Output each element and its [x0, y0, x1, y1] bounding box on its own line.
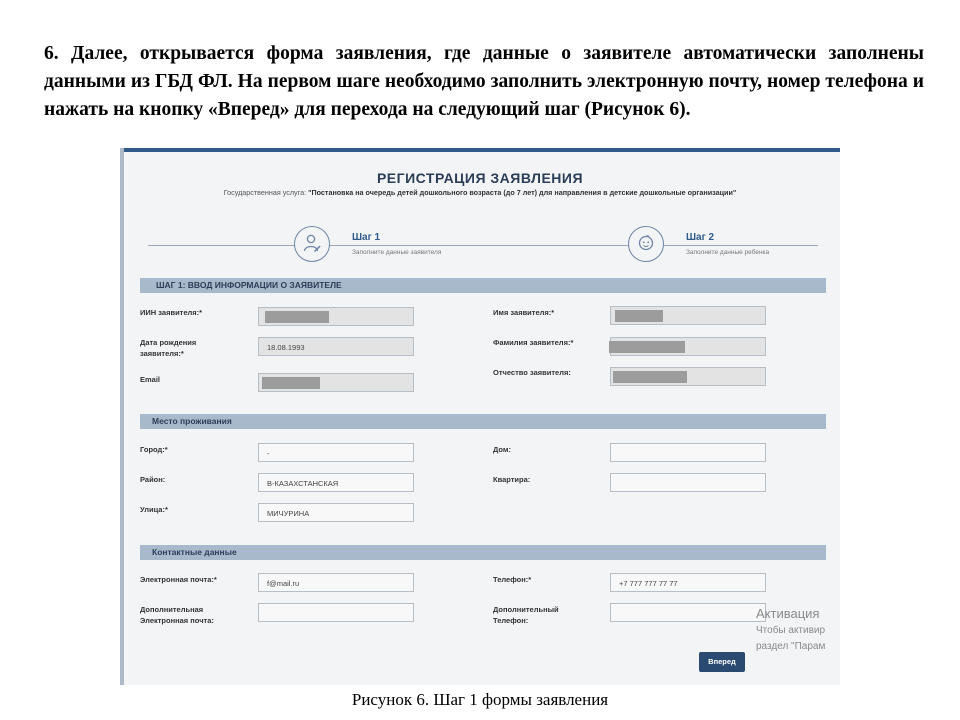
email-contact-value: f@mail.ru	[267, 579, 300, 588]
step-1-circle[interactable]	[294, 226, 330, 262]
step-1-title: Шаг 1	[352, 232, 381, 243]
section-applicant-header	[140, 278, 826, 293]
activation-watermark-line: раздел "Парам	[756, 641, 826, 652]
step-2-circle[interactable]	[628, 226, 664, 262]
figure-caption: Рисунок 6. Шаг 1 формы заявления	[351, 690, 609, 709]
iin-field	[258, 307, 414, 326]
email-field	[258, 373, 414, 392]
district-value: В-КАЗАХСТАНСКАЯ	[267, 479, 339, 488]
city-value: -	[267, 449, 270, 458]
instruction-paragraph	[44, 40, 924, 124]
step-2-subtitle: Заполните данные ребенка	[686, 249, 770, 256]
iin-label: ИИН заявителя:*	[140, 308, 203, 317]
house-label: Дом:	[493, 445, 511, 454]
apartment-field[interactable]	[610, 473, 766, 492]
apartment-label: Квартира:	[493, 475, 531, 484]
first-name-label: Имя заявителя:*	[493, 308, 555, 317]
child-icon	[637, 234, 655, 254]
city-field[interactable]	[258, 443, 414, 462]
service-description	[120, 188, 840, 197]
house-field[interactable]	[610, 443, 766, 462]
activation-watermark-title: Активация	[756, 606, 820, 621]
district-field[interactable]	[258, 473, 414, 492]
section-contacts-title: Контактные данные	[152, 547, 237, 557]
user-edit-icon	[303, 234, 321, 254]
phone-value: +7 777 777 77 77	[619, 579, 678, 588]
birth-date-label: Дата рождения заявителя:*	[140, 338, 197, 358]
form-screenshot	[120, 148, 840, 685]
next-button[interactable]: Вперед	[699, 652, 745, 672]
last-name-field	[610, 337, 766, 356]
patronymic-label: Отчество заявителя:	[493, 368, 571, 377]
service-prefix: Государственная услуга:	[223, 188, 309, 197]
service-name: "Постановка на очередь детей дошкольного возраста (до 7 лет) для направления в детские дошкольные организации"	[308, 188, 737, 197]
activation-watermark-line: Чтобы активир	[756, 625, 826, 636]
left-accent-bar	[120, 148, 124, 685]
city-label: Город:*	[140, 445, 168, 454]
street-label: Улица:*	[140, 505, 168, 514]
section-address-title: Место проживания	[152, 416, 232, 426]
street-field[interactable]	[258, 503, 414, 522]
phone-label: Телефон:*	[493, 575, 532, 584]
email-contact-label: Электронная почта:*	[140, 575, 217, 584]
redacted-value	[609, 341, 685, 353]
redacted-value	[265, 311, 329, 323]
additional-phone-label: Дополнительный Телефон:	[493, 605, 559, 625]
birth-date-value: 18.08.1993	[267, 343, 305, 352]
redacted-value	[615, 310, 663, 322]
section-address-header	[140, 414, 826, 429]
form-title: РЕГИСТРАЦИЯ ЗАЯВЛЕНИЯ	[376, 170, 584, 186]
steps-progress-line	[148, 245, 818, 246]
email-contact-field[interactable]	[258, 573, 414, 592]
street-value: МИЧУРИНА	[267, 509, 310, 518]
section-applicant-title: ШАГ 1: ВВОД ИНФОРМАЦИИ О ЗАЯВИТЕЛЕ	[156, 280, 342, 290]
additional-phone-field[interactable]	[610, 603, 766, 622]
section-contacts-header	[140, 545, 826, 560]
instruction-text: 6. Далее, открывается форма заявления, где данные о заявителе автоматически заполнены данными из ГБД ФЛ. На первом шаге необходимо заполнить электронную почту, номер телефона и нажать на кнопку «Вперед» для перехода на следующий шаг (Рисунок 6).	[44, 43, 924, 120]
email-label: Email	[140, 375, 161, 384]
additional-email-field[interactable]	[258, 603, 414, 622]
top-accent-bar	[120, 148, 840, 152]
step-2-title: Шаг 2	[686, 232, 715, 243]
additional-email-label: Дополнительная Электронная почта:	[140, 605, 214, 625]
phone-field[interactable]	[610, 573, 766, 592]
first-name-field	[610, 306, 766, 325]
district-label: Район:	[140, 475, 166, 484]
birth-date-field	[258, 337, 414, 356]
step-1-subtitle: Заполните данные заявителя	[352, 249, 442, 256]
last-name-label: Фамилия заявителя:*	[493, 338, 574, 347]
redacted-value	[262, 377, 320, 389]
patronymic-field	[610, 367, 766, 386]
redacted-value	[613, 371, 687, 383]
